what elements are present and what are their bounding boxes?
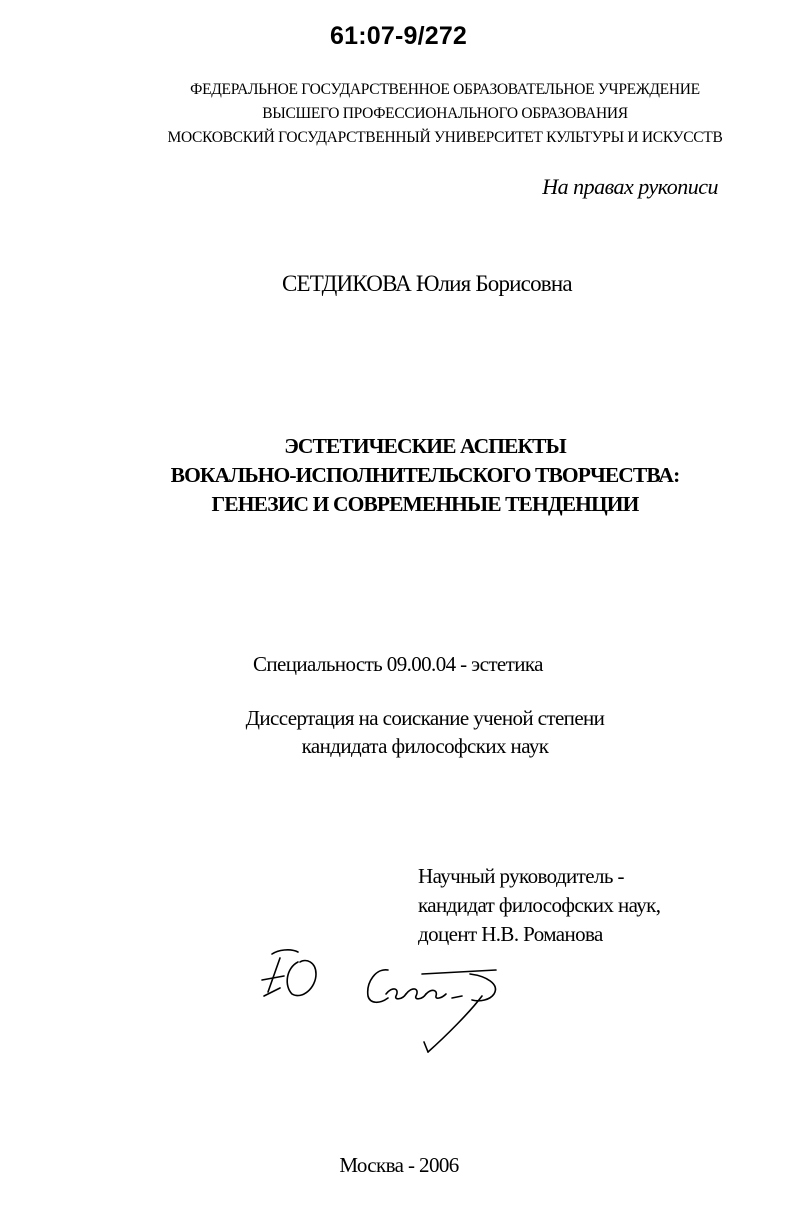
institution-header: [0, 78, 798, 150]
scientific-advisor: [418, 862, 660, 949]
advisor-line-1: Научный руководитель -: [418, 864, 624, 888]
degree-line-1: Диссертация на соискание ученой степени: [245, 706, 605, 730]
institution-line-2: ВЫСШЕГО ПРОФЕССИОНАЛЬНОГО ОБРАЗОВАНИЯ: [262, 105, 628, 122]
institution-line-3: МОСКОВСКИЙ ГОСУДАРСТВЕННЫЙ УНИВЕРСИТЕТ КУЛЬТУРЫ И ИСКУССТВ: [167, 129, 723, 146]
dissertation-title: [0, 432, 798, 519]
title-line-2: ВОКАЛЬНО-ИСПОЛНИТЕЛЬСКОГО ТВОРЧЕСТВА:: [170, 463, 680, 487]
city-year: Москва - 2006: [339, 1153, 459, 1177]
degree-statement: [0, 704, 798, 760]
author-name: СЕТДИКОВА Юлия Борисовна: [282, 271, 572, 296]
specialty-code: Специальность 09.00.04 - эстетика: [253, 652, 543, 676]
catalog-number: 61:07-9/272: [330, 22, 468, 50]
institution-line-1: ФЕДЕРАЛЬНОЕ ГОСУДАРСТВЕННОЕ ОБРАЗОВАТЕЛЬНОЕ УЧРЕЖДЕНИЕ: [190, 81, 700, 98]
title-line-1: ЭСТЕТИЧЕСКИЕ АСПЕКТЫ: [284, 434, 566, 458]
advisor-line-3: доцент Н.В. Романова: [418, 922, 603, 946]
title-line-3: ГЕНЕЗИС И СОВРЕМЕННЫЕ ТЕНДЕНЦИИ: [211, 492, 639, 516]
handwritten-signature: [250, 940, 520, 1060]
degree-line-2: кандидата философских наук: [301, 734, 549, 758]
signature-drawing: [250, 940, 520, 1060]
manuscript-rights-note: На правах рукописи: [542, 174, 718, 199]
advisor-line-2: кандидат философских наук,: [418, 893, 661, 917]
